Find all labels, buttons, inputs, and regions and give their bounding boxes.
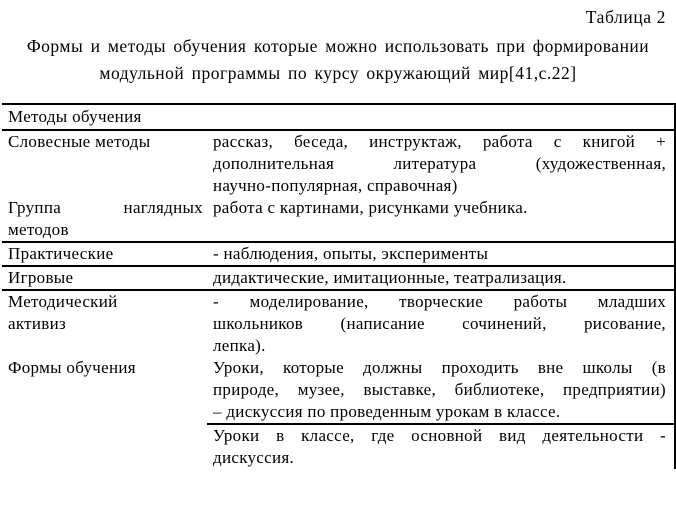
text-line: Словесные методы xyxy=(8,132,151,151)
text-line: природе, музее, выставке, библиотеке, предприятии) xyxy=(213,380,666,399)
description-cell xyxy=(207,197,674,241)
text-line: Практические xyxy=(8,244,114,263)
text-line: школьников (написание сочинений, рисование, xyxy=(213,314,666,333)
text-line: методов xyxy=(8,220,69,239)
description-cell xyxy=(207,243,674,265)
text-line: рассказ, беседа, инструктаж, работа с книгой + xyxy=(213,132,666,151)
text-line: - моделирование, творческие работы младших xyxy=(213,292,666,311)
method-cell xyxy=(2,131,207,197)
method-cell xyxy=(2,423,207,469)
table-header-row xyxy=(2,105,674,131)
table-caption: Таблица 2 xyxy=(585,7,666,27)
table-row xyxy=(2,267,674,291)
title-line-1: Формы и методы обучения которые можно использовать при формировании xyxy=(26,36,650,56)
method-cell xyxy=(2,291,207,357)
method-cell xyxy=(2,357,207,423)
text-line: Игровые xyxy=(8,268,74,287)
text-line: Методический xyxy=(8,292,118,311)
text-line: лепка). xyxy=(213,336,266,355)
method-cell xyxy=(2,243,207,265)
table-header-label: Методы обучения xyxy=(8,107,142,126)
description-cell xyxy=(207,357,674,423)
description-cell xyxy=(207,423,674,469)
description-cell xyxy=(207,131,674,197)
method-cell xyxy=(2,197,207,241)
table-row xyxy=(2,357,674,423)
text-line: активиз xyxy=(8,314,67,333)
text-line: Формы обучения xyxy=(8,358,136,377)
text-line: Группа наглядных xyxy=(8,198,203,217)
text-line: работа с картинами, рисунками учебника. xyxy=(213,198,528,217)
table-row xyxy=(2,243,674,267)
text-line: - наблюдения, опыты, эксперименты xyxy=(213,244,489,263)
text-line: – дискуссия по проведенным урокам в классе. xyxy=(213,402,561,421)
table-row xyxy=(2,197,674,243)
title-line-2: модульной программы по курсу окружающий мир[41,с.22] xyxy=(99,63,577,83)
text-line: Уроки, которые должны проходить вне школы (в xyxy=(213,358,666,377)
method-cell xyxy=(2,267,207,289)
description-cell xyxy=(207,267,674,289)
table-row xyxy=(2,423,674,469)
document-title xyxy=(0,33,676,87)
methods-table xyxy=(2,103,676,469)
table-row xyxy=(2,291,674,357)
text-line: дискуссия. xyxy=(213,448,295,467)
text-line: научно-популярная, справочная) xyxy=(213,176,458,195)
description-cell xyxy=(207,291,674,357)
table-row xyxy=(2,131,674,197)
text-line: дидактические, имитационные, театрализация. xyxy=(213,268,567,287)
text-line: дополнительная литература (художественная, xyxy=(213,154,666,173)
text-line: Уроки в классе, где основной вид деятельности - xyxy=(213,426,666,445)
